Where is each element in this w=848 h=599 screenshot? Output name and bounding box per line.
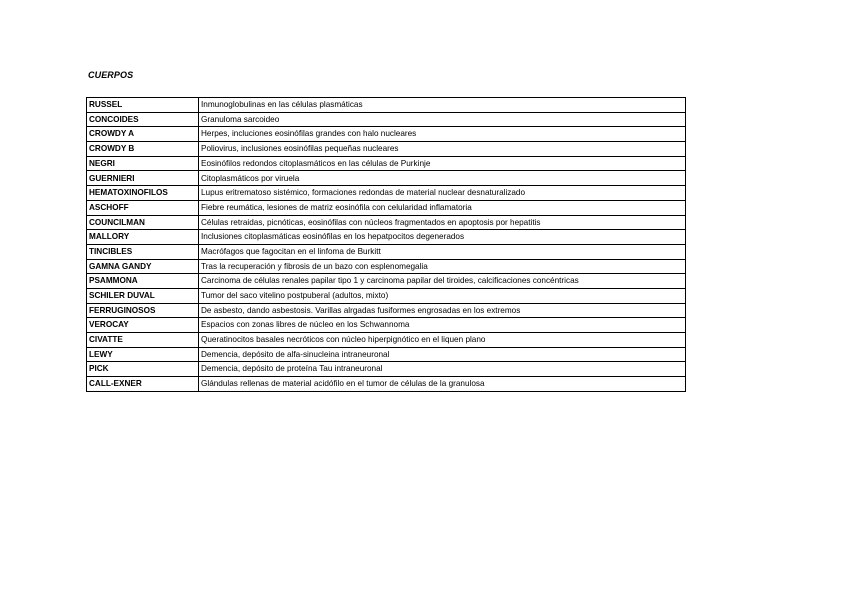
term-cell: PSAMMONA <box>87 274 199 289</box>
description-cell: Macrófagos que fagocitan en el linfoma de Burkitt <box>199 244 686 259</box>
description-cell: Eosinófilos redondos citoplasmáticos en las células de Purkinje <box>199 156 686 171</box>
term-cell: LEWY <box>87 347 199 362</box>
table-row <box>87 112 686 127</box>
term-cell: COUNCILMAN <box>87 215 199 230</box>
table-row <box>87 142 686 157</box>
description-cell: Poliovirus, inclusiones eosinófilas pequeñas nucleares <box>199 142 686 157</box>
term-cell: FERRUGINOSOS <box>87 303 199 318</box>
term-cell: CIVATTE <box>87 333 199 348</box>
table-row <box>87 171 686 186</box>
description-cell: Fiebre reumática, lesiones de matriz eosinófila con celularidad inflamatoria <box>199 200 686 215</box>
table-row <box>87 333 686 348</box>
table-row <box>87 377 686 392</box>
table-row <box>87 98 686 113</box>
table-row <box>87 230 686 245</box>
description-cell: Citoplasmáticos por viruela <box>199 171 686 186</box>
description-cell: De asbesto, dando asbestosis. Varillas alrgadas fusiformes engrosadas en los extremos <box>199 303 686 318</box>
description-cell: Demencia, depósito de proteína Tau intraneuronal <box>199 362 686 377</box>
description-cell: Demencia, depósito de alfa-sinucleina intraneuronal <box>199 347 686 362</box>
term-cell: VEROCAY <box>87 318 199 333</box>
table-row <box>87 362 686 377</box>
term-cell: CONCOIDES <box>87 112 199 127</box>
bodies-table <box>86 97 686 392</box>
description-cell: Espacios con zonas libres de núcleo en los Schwannoma <box>199 318 686 333</box>
description-cell: Lupus eritrematoso sistémico, formaciones redondas de material nuclear desnaturalizado <box>199 186 686 201</box>
table-body <box>87 98 686 392</box>
table-row <box>87 318 686 333</box>
table-row <box>87 215 686 230</box>
term-cell: CROWDY B <box>87 142 199 157</box>
term-cell: GUERNIERI <box>87 171 199 186</box>
table-row <box>87 303 686 318</box>
description-cell: Granuloma sarcoideo <box>199 112 686 127</box>
term-cell: CROWDY A <box>87 127 199 142</box>
table-row <box>87 200 686 215</box>
term-cell: RUSSEL <box>87 98 199 113</box>
description-cell: Inmunoglobulinas en las células plasmáticas <box>199 98 686 113</box>
description-cell: Glándulas rellenas de material acidófilo en el tumor de células de la granulosa <box>199 377 686 392</box>
description-cell: Células retraidas, picnóticas, eosinófilas con núcleos fragmentados en apoptosis por hepatitis <box>199 215 686 230</box>
term-cell: GAMNA GANDY <box>87 259 199 274</box>
term-cell: CALL-EXNER <box>87 377 199 392</box>
term-cell: ASCHOFF <box>87 200 199 215</box>
table-row <box>87 244 686 259</box>
table-row <box>87 347 686 362</box>
table-row <box>87 288 686 303</box>
table-row <box>87 127 686 142</box>
term-cell: PICK <box>87 362 199 377</box>
description-cell: Carcinoma de células renales papilar tipo 1 y carcinoma papilar del tiroides, calcificaciones concéntricas <box>199 274 686 289</box>
description-cell: Tras la recuperación y fibrosis de un bazo con esplenomegalia <box>199 259 686 274</box>
term-cell: NEGRI <box>87 156 199 171</box>
table-row <box>87 186 686 201</box>
term-cell: MALLORY <box>87 230 199 245</box>
table-row <box>87 274 686 289</box>
table-row <box>87 259 686 274</box>
term-cell: TINCIBLES <box>87 244 199 259</box>
page-title: CUERPOS <box>88 70 134 80</box>
description-cell: Inclusiones citoplasmáticas eosinófilas en los hepatpocitos degenerados <box>199 230 686 245</box>
term-cell: SCHILER DUVAL <box>87 288 199 303</box>
description-cell: Herpes, incluciones eosinófilas grandes con halo nucleares <box>199 127 686 142</box>
term-cell: HEMATOXINOFILOS <box>87 186 199 201</box>
description-cell: Queratinocitos basales necróticos con núcleo hiperpignótico en el liquen plano <box>199 333 686 348</box>
table-row <box>87 156 686 171</box>
description-cell: Tumor del saco vitelino postpuberal (adultos, mixto) <box>199 288 686 303</box>
